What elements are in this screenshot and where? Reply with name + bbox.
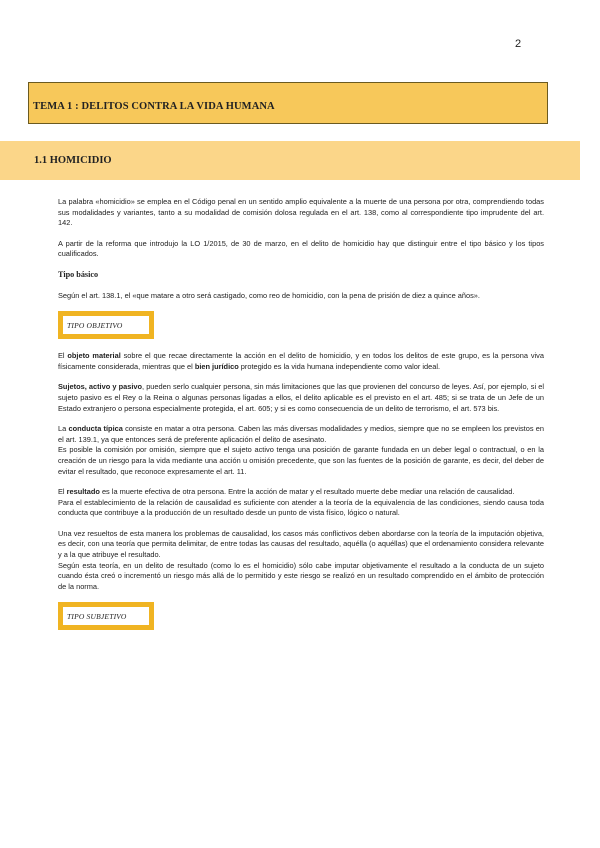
paragraph-sujetos xyxy=(58,382,544,414)
section-title: 1.1 HOMICIDIO xyxy=(34,155,112,166)
text-segment: sobre el que recae directamente la acción en el delito de homicidio, y en todos los delitos de este grupo, es la persona viva físicamente considerada, mientras que el xyxy=(58,351,544,371)
bold-conducta-tipica: conducta típica xyxy=(68,424,123,434)
paragraph-reforma: A partir de la reforma que introdujo la LO 1/2015, de 30 de marzo, en el delito de homicidio hay que distinguir entre el tipo básico y los tipos cualificados. xyxy=(58,238,544,259)
tipo-subjetivo-label: TIPO SUBJETIVO xyxy=(67,612,127,622)
paragraph-teoria-riesgo: Según esta teoría, en un delito de resultado (como lo es el homicidio) sólo cabe imputar objetivamente el resultado a la conducta de un sujeto cuando ésta creó o incrementó un riesgo más allá de lo permitido y este riesgo se realizó en un resultado comprendido en el ámbito de protección de la norma. xyxy=(58,560,544,591)
heading-tipo-basico: Tipo básico xyxy=(58,269,99,279)
bold-objeto-material: objeto material xyxy=(67,351,121,361)
paragraph-homicidio-definition: La palabra «homicidio» se emplea en el Código penal en un sentido amplio equivalente a la muerte de una persona por otra, comprendiendo todas sus modalidades y variantes, tanto a su modalidad de comisión dolosa regulada en el art. 138, como al correspondiente tipo imprudente del art. 142. xyxy=(58,197,544,228)
tipo-objetivo-box xyxy=(58,311,154,339)
text-segment: protegido es la vida humana independiente como valor ideal. xyxy=(238,361,441,371)
paragraph-resultado xyxy=(58,487,544,498)
tipo-objetivo-label: TIPO OBJETIVO xyxy=(67,321,123,331)
bold-sujetos: Sujetos, activo y pasivo xyxy=(58,382,143,392)
chapter-title: TEMA 1 : DELITOS CONTRA LA VIDA HUMANA xyxy=(33,101,275,112)
tipo-subjetivo-box xyxy=(58,602,154,630)
paragraph-objeto-material xyxy=(58,351,544,372)
section-heading-band xyxy=(0,141,580,180)
text-segment: La xyxy=(58,424,69,434)
paragraph-imputacion-objetiva: Una vez resueltos de esta manera los problemas de causalidad, los casos más conflictivos deben abordarse con la teoría de la imputación objetiva, es decir, con una teoría que permita delimitar, de entre todas las causas del resultado, aquélla (o aquéllas) que el ordenamiento considera relevante y a la que atribuye el resultado. xyxy=(58,528,544,560)
bold-resultado: resultado xyxy=(66,487,100,497)
text-segment: El xyxy=(58,487,67,497)
text-segment: El xyxy=(58,351,68,361)
bold-bien-juridico: bien jurídico xyxy=(194,361,239,371)
page-number: 2 xyxy=(515,38,522,50)
paragraph-conducta-tipica xyxy=(58,424,544,445)
chapter-heading-box xyxy=(28,82,548,124)
paragraph-art-138: Según el art. 138.1, el «que matare a otro será castigado, como reo de homicidio, con la pena de prisión de diez a quince años». xyxy=(58,290,480,300)
paragraph-comision-omision: Es posible la comisión por omisión, siempre que el sujeto activo tenga una posición de garante fundada en un deber legal o contractual, o en la creación de un riesgo para la vida mediante una acción u omisión precedente, que son las fuentes de la posición de garante, es decir, del deber de evitar el resultado, que reconoce expresamente el art. 11. xyxy=(58,445,544,476)
text-segment: , pueden serlo cualquier persona, sin más limitaciones que las que provienen del concurso de leyes. Así, por ejemplo, si el sujeto pasivo es el Rey o la Reina o algunas personas ligadas a ellos, el delito aplicable es el previsto en el art. 485; si se trata de un Jefe de un Estado extranjero o persona especialmente protegida, el art. 605; y si es como consecuencia de un delito de terrorismo, el art. 573 bis. xyxy=(58,382,544,413)
document-body xyxy=(58,197,544,642)
text-segment: es la muerte efectiva de otra persona. Entre la acción de matar y el resultado muerte debe mediar una relación de causalidad. xyxy=(99,487,515,497)
paragraph-causalidad: Para el establecimiento de la relación de causalidad es suficiente con atender a la teoría de la equivalencia de las condiciones, siendo causa toda conducta que contribuye a la producción de un resultado desde un punto de vista físico, lógico o natural. xyxy=(58,497,544,518)
text-segment: consiste en matar a otra persona. Caben las más diversas modalidades y medios, siempre que no se empleen los previstos en el art. 139.1, ya que entonces será de preferente aplicación el delito de asesinato. xyxy=(58,424,544,444)
